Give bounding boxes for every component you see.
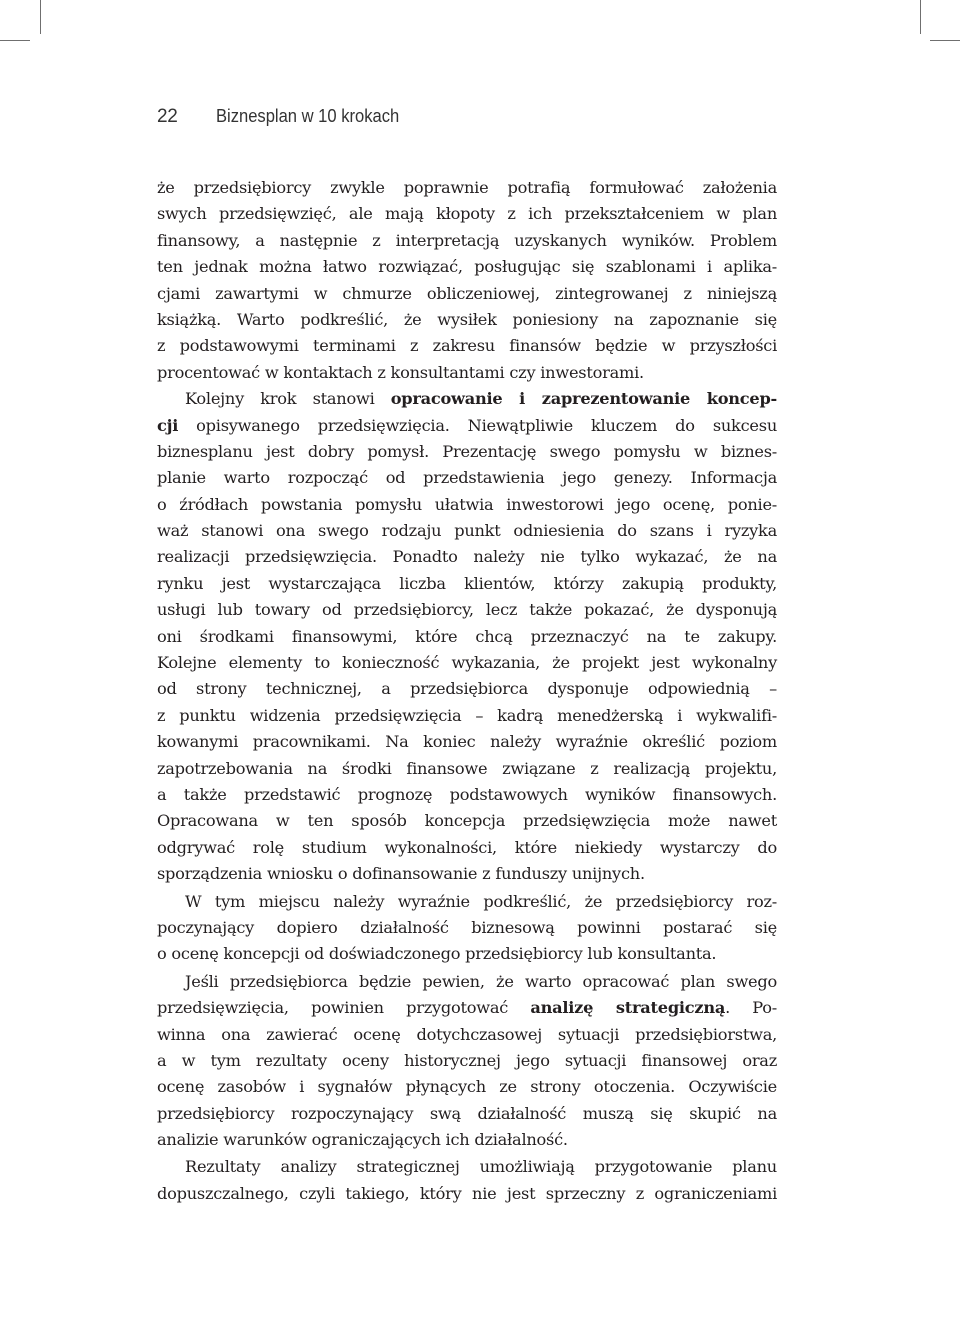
crop-mark-top-left-vertical <box>40 0 41 34</box>
text-line: ten jednak można łatwo rozwiązać, posługując się szablonami i aplika- <box>157 257 777 277</box>
text-line: rynku jest wystarczająca liczba klientów, którzy zakupią produkty, <box>157 573 777 593</box>
text-line: finansowy, a następnie z interpretacją uzyskanych wyników. Problem <box>157 230 777 250</box>
text-line <box>157 413 777 439</box>
text-line: biznesplanu jest dobry pomysł. Prezentację swego pomysłu w biznes- <box>157 441 777 461</box>
text-line: a w tym rezultaty oceny historycznej jego sytuacji finansowej oraz <box>157 1050 777 1070</box>
text-line: usługi lub towary od przedsiębiorcy, lecz także pokazać, że dysponują <box>157 600 777 620</box>
text-line: cjami zawartymi w chmurze obliczeniowej, zintegrowanej z niniejszą <box>157 283 777 303</box>
text-line: o źródłach powstania pomysłu ułatwia inwestorowi jego ocenę, ponie- <box>157 494 777 514</box>
text-line: Rezultaty analizy strategicznej umożliwiają przygotowanie planu <box>185 1157 777 1177</box>
text-line: książką. Warto podkreślić, że wysiłek poniesiony na zapoznanie się <box>157 309 777 329</box>
text-line <box>157 386 777 412</box>
text-line: o ocenę koncepcji od doświadczonego przedsiębiorcy lub konsultanta. <box>157 944 717 964</box>
crop-mark-top-left-horizontal <box>0 40 30 41</box>
text-line: Opracowana w ten sposób koncepcja przedsięwzięcia może nawet <box>157 811 777 831</box>
text-line: analizie warunków ograniczających ich działalność. <box>157 1130 568 1150</box>
running-head <box>157 101 415 131</box>
text-line: od strony technicznej, a przedsiębiorca dysponuje odpowiednią – <box>157 679 777 699</box>
text-line: przedsiębiorcy rozpoczynający swą działalność muszą się skupić na <box>157 1103 777 1123</box>
text-line: procentować w kontaktach z konsultantami czy inwestorami. <box>157 362 644 382</box>
text-line: Jeśli przedsiębiorca będzie pewien, że warto opracować plan swego <box>185 971 777 991</box>
page-number: 22 <box>157 106 178 127</box>
text-run: przedsięwzięcia, powinien przygotować <box>157 998 531 1018</box>
text-run: opisywanego przedsięwzięcia. Niewątpliwie kluczem do sukcesu <box>178 415 777 435</box>
text-line: oni środkami finansowymi, które chcą przeznaczyć na te zakupy. <box>157 626 777 646</box>
body-text <box>157 175 777 1207</box>
crop-mark-top-right-vertical <box>920 0 921 34</box>
text-line: że przedsiębiorcy zwykle poprawnie potrafią formułować założenia <box>157 178 777 197</box>
text-line: odgrywać rolę studium wykonalności, które niekiedy wystarczy do <box>157 837 777 857</box>
book-title: Biznesplan w 10 krokach <box>216 106 400 126</box>
text-line: z punktu widzenia przedsięwzięcia – kadrą menedżerską i wykwalifi- <box>157 705 777 725</box>
text-line: sporządzenia wniosku o dofinansowanie z funduszy unijnych. <box>157 864 645 884</box>
text-line: kowanymi pracownikami. Na koniec należy wyraźnie określić poziom <box>157 732 777 752</box>
text-run: Kolejny krok stanowi <box>185 389 391 409</box>
crop-mark-top-right-horizontal <box>930 40 960 41</box>
bold-term: analizę strategiczną <box>530 998 726 1018</box>
text-line: poczynający dopiero działalność biznesową powinni postarać się <box>157 917 777 937</box>
text-line: waż stanowi ona swego rodzaju punkt odniesienia do szans i ryzyka <box>157 521 777 541</box>
text-line: zapotrzebowania na środki finansowe związane z realizacją projektu, <box>157 758 777 778</box>
text-line: W tym miejscu należy wyraźnie podkreślić, że przedsiębiorcy roz- <box>185 891 777 911</box>
text-line: z podstawowymi terminami z zakresu finansów będzie w przyszłości <box>157 336 777 356</box>
text-line: Kolejne elementy to konieczność wykazania, że projekt jest wykonalny <box>157 653 777 673</box>
text-line: winna ona zawierać ocenę dotychczasowej sytuacji przedsiębiorstwa, <box>157 1024 777 1044</box>
text-line <box>157 995 777 1021</box>
bold-term: opracowanie i zaprezentowanie koncep- <box>390 389 777 409</box>
text-line: realizacji przedsięwzięcia. Ponadto należy nie tylko wykazać, że na <box>157 547 777 567</box>
text-line: swych przedsięwzięć, ale mają kłopoty z ich przekształceniem w plan <box>157 204 777 224</box>
text-run: . Po- <box>725 998 777 1018</box>
text-line: planie warto rozpocząć od przedstawienia jego genezy. Informacja <box>157 468 777 488</box>
text-line: a także przedstawić prognozę podstawowych wyników finansowych. <box>157 784 777 804</box>
text-line: dopuszczalnego, czyli takiego, który nie jest sprzeczny z ograniczeniami <box>157 1183 777 1203</box>
bold-term: cji <box>157 415 179 435</box>
text-line: ocenę zasobów i sygnałów płynących ze strony otoczenia. Oczywiście <box>157 1077 777 1097</box>
